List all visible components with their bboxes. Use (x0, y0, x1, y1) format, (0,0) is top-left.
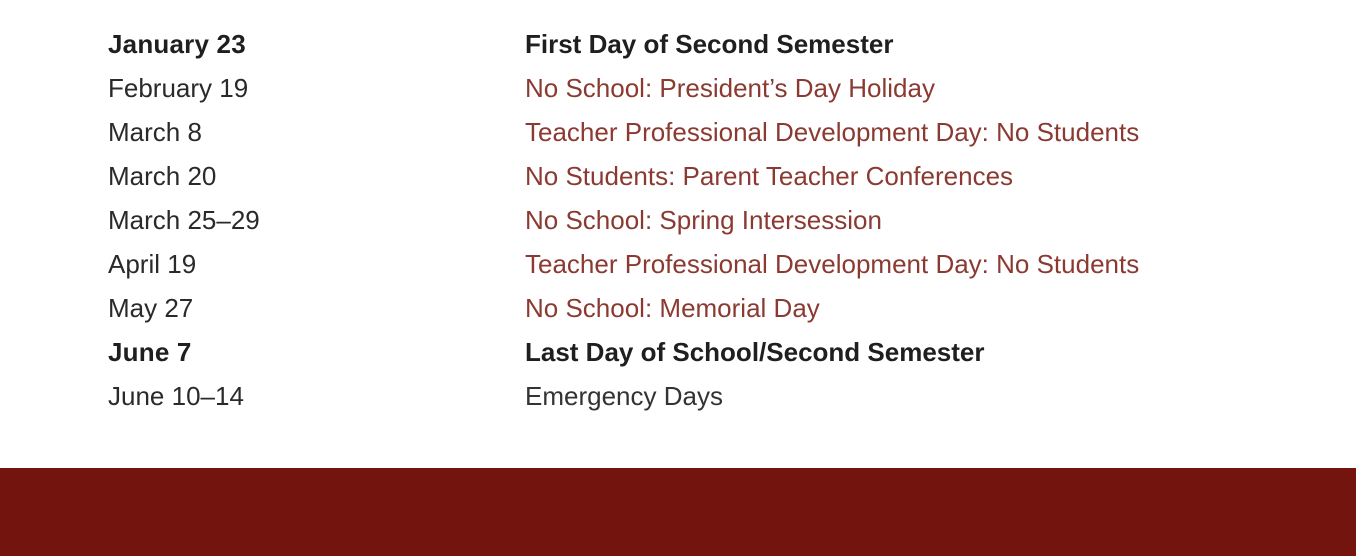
calendar-row (108, 110, 1248, 154)
calendar-date: March 20 (108, 161, 217, 191)
calendar-event: Teacher Professional Development Day: No Students (525, 249, 1140, 279)
calendar-event: Teacher Professional Development Day: No Students (525, 117, 1140, 147)
calendar-event: First Day of Second Semester (525, 29, 894, 59)
calendar-event: Emergency Days (525, 381, 723, 411)
calendar-row (108, 198, 1248, 242)
calendar-event: No Students: Parent Teacher Conferences (525, 161, 1014, 191)
footer-band (0, 468, 1356, 556)
calendar-date: March 25–29 (108, 205, 260, 235)
calendar-date: January 23 (108, 29, 246, 59)
calendar-date: June 10–14 (108, 381, 244, 411)
calendar-row (108, 22, 1248, 66)
calendar-date: May 27 (108, 293, 194, 323)
calendar-date: June 7 (108, 337, 192, 367)
calendar-event: Last Day of School/Second Semester (525, 337, 985, 367)
calendar-row (108, 330, 1248, 374)
calendar-date: February 19 (108, 73, 249, 103)
calendar-row (108, 154, 1248, 198)
calendar-row (108, 374, 1248, 418)
calendar-date: March 8 (108, 117, 202, 147)
calendar-row (108, 66, 1248, 110)
calendar-row (108, 286, 1248, 330)
calendar-event: No School: President’s Day Holiday (525, 73, 935, 103)
calendar-event: No School: Memorial Day (525, 293, 820, 323)
school-calendar-list (108, 22, 1248, 418)
calendar-row (108, 242, 1248, 286)
calendar-event: No School: Spring Intersession (525, 205, 882, 235)
calendar-date: April 19 (108, 249, 197, 279)
